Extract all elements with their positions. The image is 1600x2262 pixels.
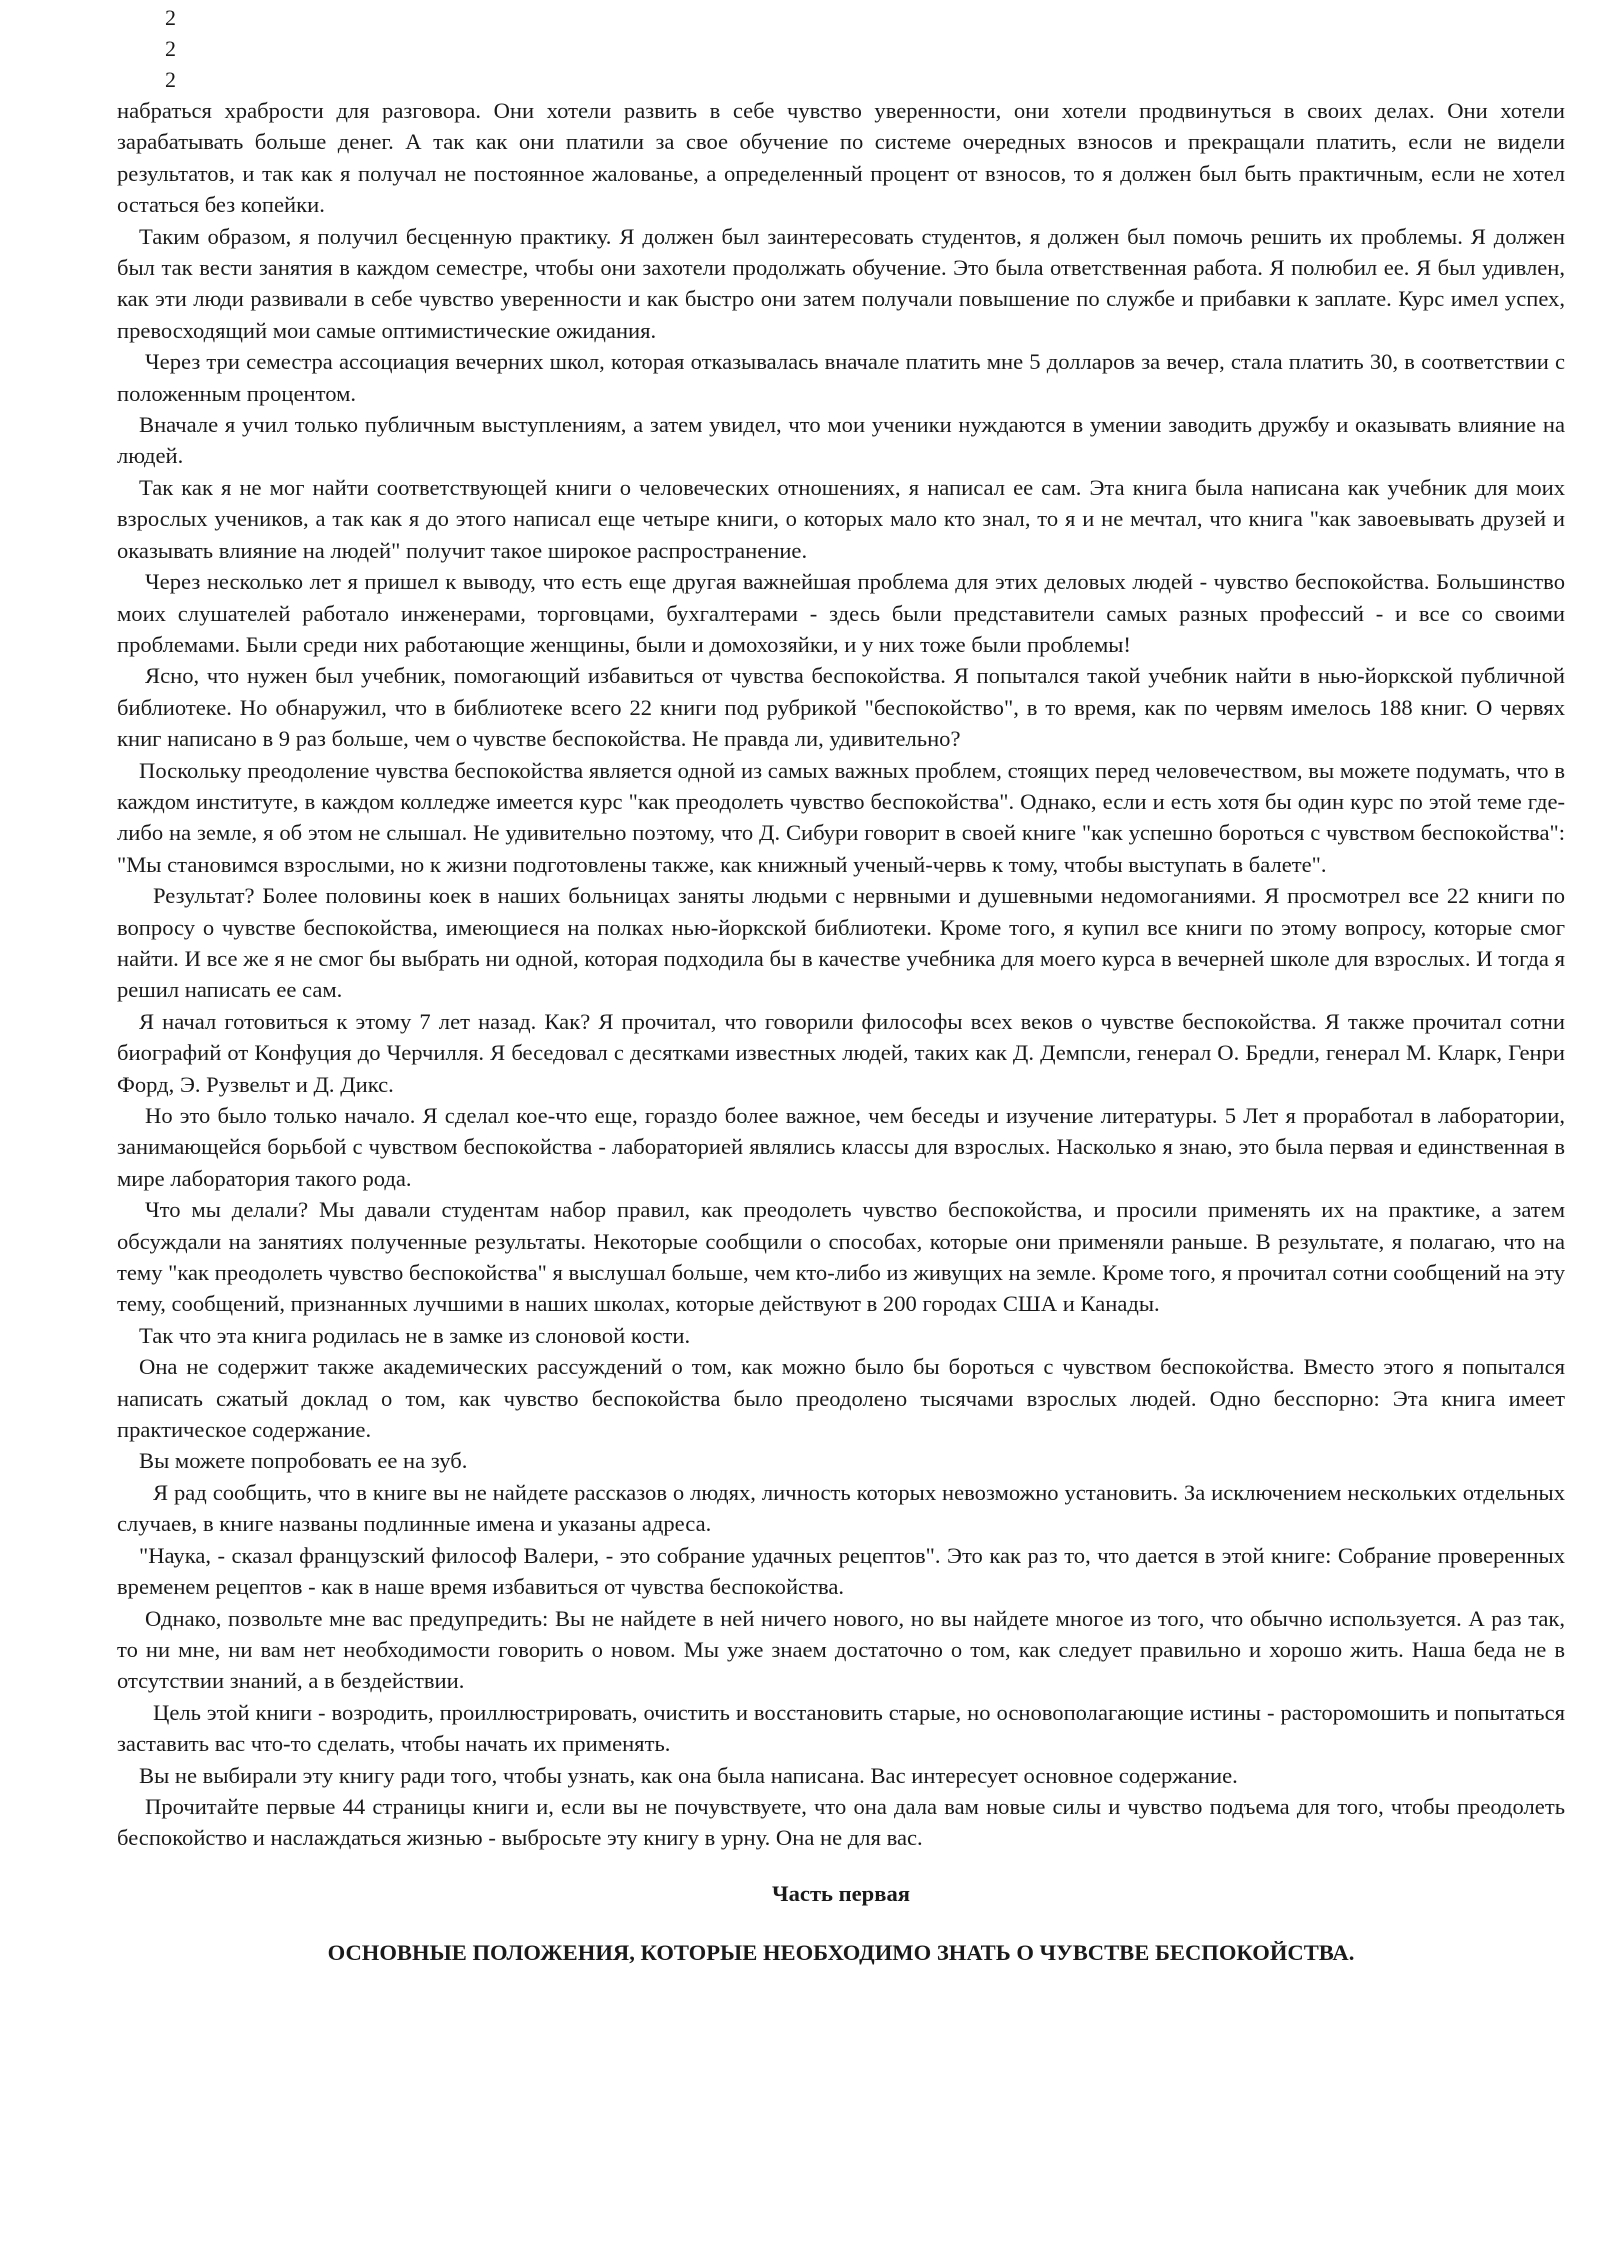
page-number-marks: [117, 0, 1565, 95]
document-page: [117, 0, 1565, 1969]
paragraph: Я начал готовиться к этому 7 лет назад. Как? Я прочитал, что говорили философы всех веков о чувстве беспокойства. Я также прочитал сотни биографий от Конфуция до Черчилля. Я беседовал с десятками известных людей, таких как Д. Демпсли, генерал О. Бредли, генерал М. Кларк, Генри Форд, Э. Рузвельт и Д. Дикс.: [117, 1008, 1565, 1097]
page-number: 2: [165, 36, 176, 61]
paragraph: Что мы делали? Мы давали студентам набор правил, как преодолеть чувство беспокойства, и просили применять их на практике, а затем обсуждали на занятиях полученные результаты. Некоторые сообщили о способах, которые они применяли раньше. В результате, я полагаю, что на тему "как преодолеть чувство беспокойства" я выслушал больше, чем кто-либо из живущих на земле. Кроме того, я прочитал сотни сообщений на эту тему, сообщений, признанных лучшими в наших школах, которые действуют в 200 городах США и Канады.: [117, 1197, 1565, 1317]
paragraph: Вы не выбирали эту книгу ради того, чтобы узнать, как она была написана. Вас интересует основное содержание.: [139, 1762, 1238, 1788]
paragraph: Таким образом, я получил бесценную практику. Я должен был заинтересовать студентов, я должен был помочь решить их проблемы. Я должен был так вести занятия в каждом семестре, чтобы они захотели продолжать обучение. Это была ответственная работа. Я полюбил ее. Я был удивлен, как эти люди развивали в себе чувство уверенности и как быстро они затем получали повышение по службе и прибавки к заплате. Курс имел успех, превосходящий мои самые оптимистические ожидания.: [117, 223, 1565, 343]
paragraph: Я рад сообщить, что в книге вы не найдете рассказов о людях, личность которых невозможно установить. За исключением нескольких отдельных случаев, в книге названы подлинные имена и указаны адреса.: [117, 1479, 1565, 1537]
paragraph: Вначале я учил только публичным выступлениям, а затем увидел, что мои ученики нуждаются в умении заводить дружбу и оказывать влияние на людей.: [117, 412, 1565, 469]
paragraph: Поскольку преодоление чувства беспокойства является одной из самых важных проблем, стоящих перед человечеством, вы можете подумать, что в каждом институте, в каждом колледже имеется курс "как преодолеть чувство беспокойства". Однако, если и есть хотя бы один курс по этой теме где-либо на земле, я об этом не слышал. Не удивительно поэтому, что Д. Сибури говорит в своей книге "как успешно бороться с чувством беспокойства": "Мы становимся взрослыми, но к жизни подготовлены также, как книжный ученый-червь к тому, чтобы выступать в балете".: [117, 757, 1565, 877]
page-number: 2: [165, 67, 176, 92]
paragraph: Она не содержит также академических рассуждений о том, как можно было бы бороться с чувством беспокойства. Вместо этого я попытался написать сжатый доклад о том, как чувство беспокойства было преодолено тысячами взрослых людей. Одно бесспорно: Эта книга имеет практическое содержание.: [117, 1354, 1565, 1443]
paragraph: Через три семестра ассоциация вечерних школ, которая отказывалась вначале платить мне 5 долларов за вечер, стала платить 30, в соответствии с положенным процентом.: [117, 349, 1565, 406]
paragraph: Вы можете попробовать ее на зуб.: [139, 1448, 468, 1474]
paragraph: Ясно, что нужен был учебник, помогающий избавиться от чувства беспокойства. Я попытался такой учебник найти в нью-йоркской публичной библиотеке. Но обнаружил, что в библиотеке всего 22 книги под рубрикой "беспокойство", в то время, как по червям имелось 188 книг. О червях книг написано в 9 раз больше, чем о чувстве беспокойства. Не правда ли, удивительно?: [117, 663, 1565, 752]
paragraph: Цель этой книги - возродить, проиллюстрировать, очистить и восстановить старые, но основополагающие истины - расторомошить и попытаться заставить вас что-то сделать, чтобы начать их применять.: [117, 1699, 1565, 1757]
page-number: 2: [165, 5, 176, 30]
paragraph: Но это было только начало. Я сделал кое-что еще, гораздо более важное, чем беседы и изучение литературы. 5 Лет я проработал в лаборатории, занимающейся борьбой с чувством беспокойства - лабораторией являлись классы для взрослых. Насколько я знаю, это была первая и единственная в мире лаборатория такого рода.: [117, 1103, 1565, 1191]
paragraph: "Наука, - сказал французский философ Валери, - это собрание удачных рецептов". Это как раз то, что дается в этой книге: Собрание проверенных временем рецептов - как в наше время избавиться от чувства беспокойства.: [117, 1542, 1565, 1600]
paragraph: Так что эта книга родилась не в замке из слоновой кости.: [139, 1322, 691, 1348]
paragraph: Однако, позвольте мне вас предупредить: Вы не найдете в ней ничего нового, но вы найдете многое из того, что обычно используется. А раз так, то ни мне, ни вам нет необходимости говорить о новом. Мы уже знаем достаточно о том, как следует правильно и хорошо жить. Наша беда не в отсутствии знаний, а в бездействии.: [117, 1605, 1565, 1694]
paragraph: Прочитайте первые 44 страницы книги и, если вы не почувствуете, что она дала вам новые силы и чувство подъема для того, чтобы преодолеть беспокойство и наслаждаться жизнью - выбросьте эту книгу в урну. Она не для вас.: [117, 1793, 1565, 1851]
section-title: ОСНОВНЫЕ ПОЛОЖЕНИЯ, КОТОРЫЕ НЕОБХОДИМО ЗНАТЬ О ЧУВСТВЕ БЕСПОКОЙСТВА.: [327, 1940, 1355, 1966]
paragraph: Результат? Более половины коек в наших больницах заняты людьми с нервными и душевными недомоганиями. Я просмотрел все 22 книги по вопросу о чувстве беспокойства, имеющиеся на полках нью-йоркской библиотеки. Кроме того, я купил все книги по этому вопросу, которые смог найти. И все же я не смог бы выбрать ни одной, которая подходила бы в качестве учебника для моего курса в вечерней школе для взрослых. И тогда я решил написать ее сам.: [117, 883, 1565, 1003]
body-text: [117, 95, 1565, 1854]
part-title: Часть первая: [772, 1880, 910, 1906]
paragraph: Через несколько лет я пришел к выводу, что есть еще другая важнейшая проблема для этих деловых людей - чувство беспокойства. Большинство моих слушателей работало инженерами, торговцами, бухгалтерами - здесь были представители самых разных профессий - и все со своими проблемами. Были среди них работающие женщины, были и домохозяйки, и у них тоже были проблемы!: [117, 569, 1565, 657]
paragraph: набраться храбрости для разговора. Они хотели развить в себе чувство уверенности, они хотели продвинуться в своих делах. Они хотели зарабатывать больше денег. А так как они платили за свое обучение по системе очередных взносов и прекращали платить, если не видели результатов, и так как я получал не постоянное жалованье, а определенный процент от взносов, то я должен был быть практичным, если не хотел остаться без копейки.: [117, 98, 1565, 218]
paragraph: Так как я не мог найти соответствующей книги о человеческих отношениях, я написал ее сам. Эта книга была написана как учебник для моих взрослых учеников, а так как я до этого написал еще четыре книги, о которых мало кто знал, то я и не мечтал, что книга "как завоевывать друзей и оказывать влияние на людей" получит такое широкое распространение.: [117, 474, 1565, 563]
